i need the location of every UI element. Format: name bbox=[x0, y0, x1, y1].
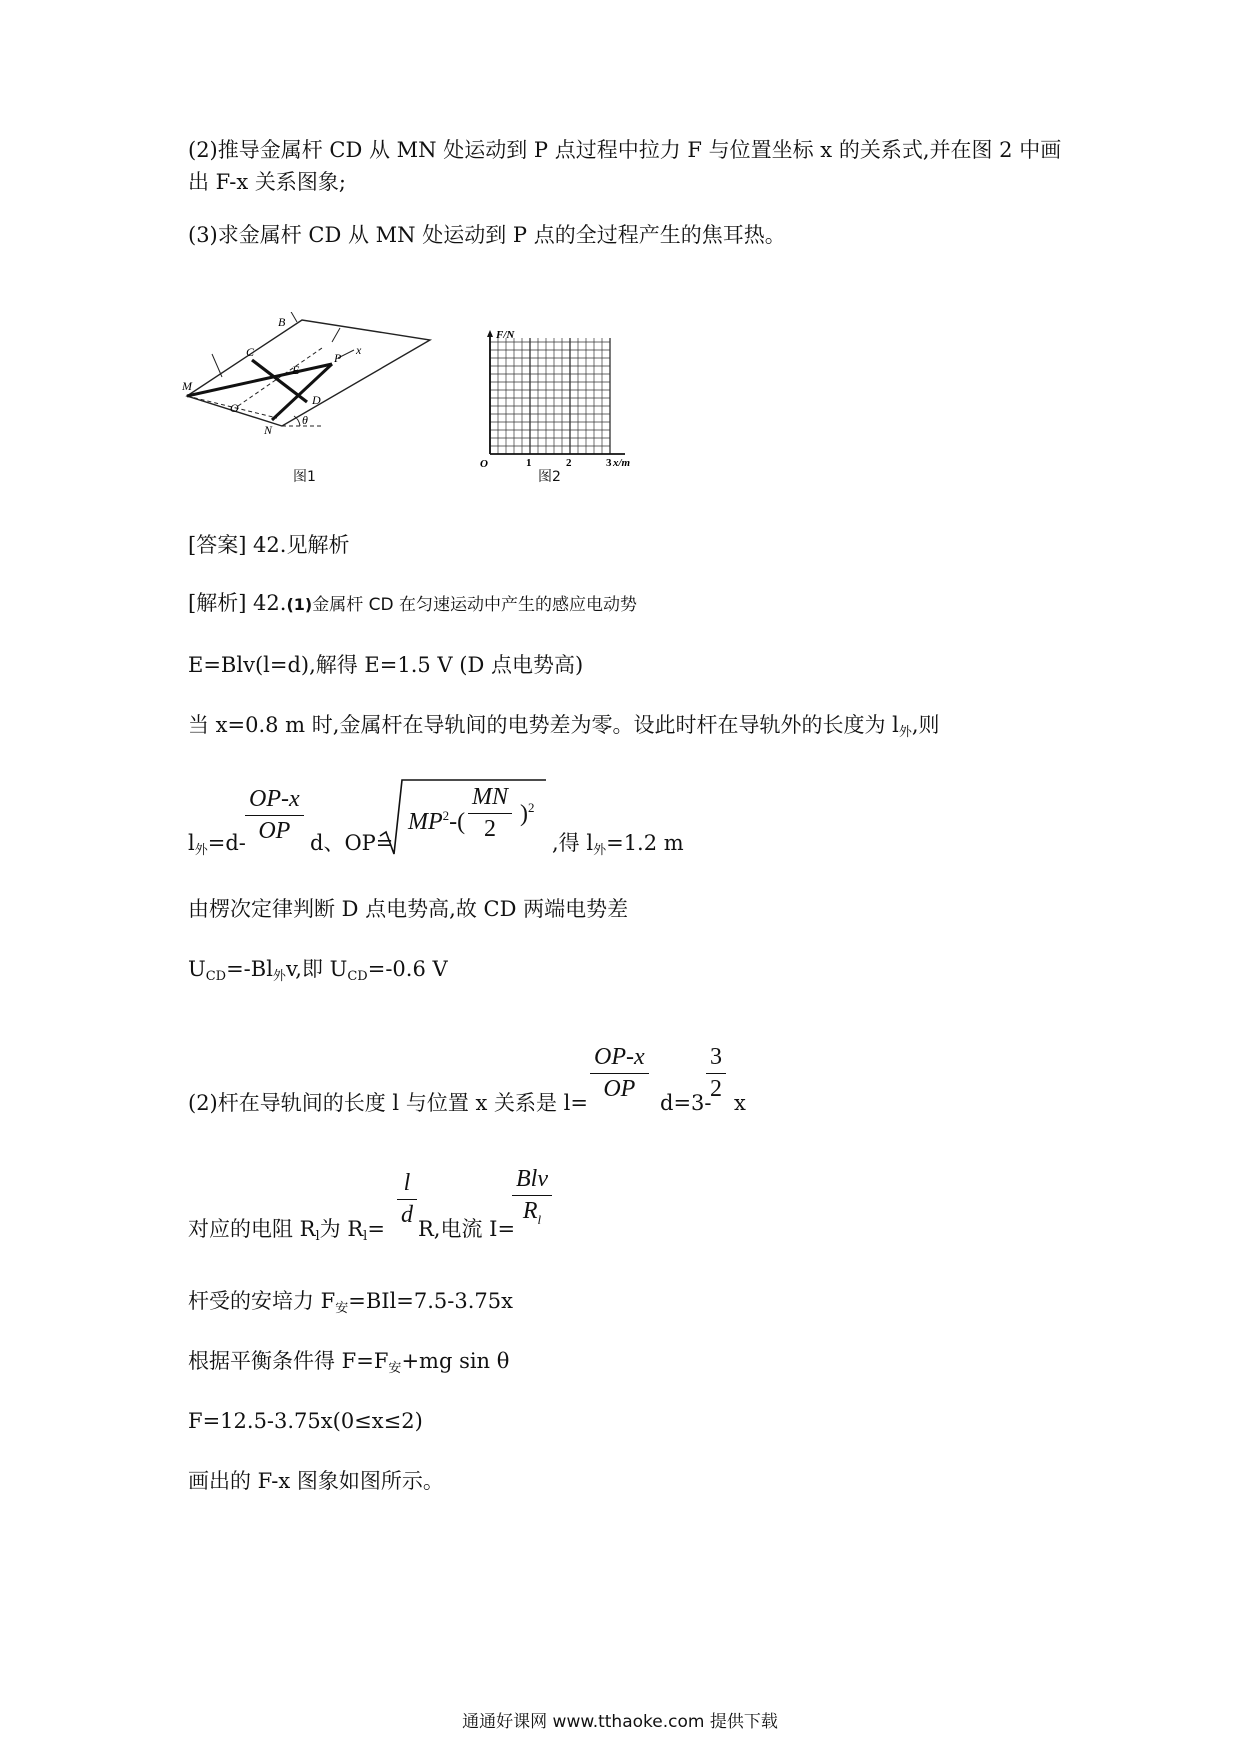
ampere-text: 杆受的安培力 F bbox=[188, 1289, 336, 1313]
p2-mid: d=3- bbox=[660, 1091, 712, 1115]
when-x-text: 当 x=0.8 m 时,金属杆在导轨间的电势差为零。设此时杆在导轨外的长度为 l bbox=[188, 713, 899, 737]
ucd-mid2: v,即 U bbox=[285, 957, 348, 981]
fig1-label-B: B bbox=[278, 315, 286, 329]
solution-intro bbox=[188, 590, 637, 617]
fig1-label-D: D bbox=[312, 393, 321, 407]
r-text: 对应的电阻 R bbox=[188, 1217, 316, 1241]
balance-line bbox=[188, 1348, 509, 1378]
lout-result-sub: 外 bbox=[593, 843, 607, 858]
r-sub2: l bbox=[363, 1229, 368, 1244]
balance-end: +mg sin θ bbox=[401, 1349, 510, 1373]
lout-l: l bbox=[188, 831, 195, 855]
lout-result-pre: ,得 l bbox=[552, 831, 594, 855]
fig1-label-N: N bbox=[264, 423, 273, 437]
fig1-label-C: C bbox=[246, 345, 255, 359]
r-fraction bbox=[397, 1170, 417, 1229]
p2-frac-num: OP-x bbox=[594, 1044, 645, 1070]
solution-intro-bold: (1) bbox=[286, 595, 313, 614]
solution-lenz: 由楞次定律判断 D 点电势高,故 CD 两端电势差 bbox=[188, 897, 629, 921]
balance-text: 根据平衡条件得 F=F bbox=[188, 1349, 389, 1373]
draw-line: 画出的 F-x 图象如图所示。 bbox=[188, 1469, 444, 1493]
lout-sub: 外 bbox=[194, 843, 208, 858]
ucd-u: U bbox=[188, 957, 206, 981]
lout-frac-den: OP bbox=[258, 818, 291, 844]
balance-sub: 安 bbox=[388, 1361, 402, 1376]
r-text2: 为 R bbox=[319, 1217, 364, 1241]
i-frac-den-r: R bbox=[522, 1198, 538, 1224]
p2-fraction2 bbox=[706, 1044, 726, 1103]
solution-ucd bbox=[188, 956, 448, 986]
sqrt-close-paren: ) bbox=[520, 801, 528, 827]
sqrt-open: -( bbox=[449, 809, 466, 835]
fig2-origin: O bbox=[480, 458, 488, 468]
when-x-sub: 外 bbox=[898, 725, 912, 740]
fig2-tick-3: 3 bbox=[606, 457, 612, 468]
ucd-sub2: 外 bbox=[272, 969, 286, 984]
lout-result-val: =1.2 m bbox=[606, 831, 684, 855]
ucd-end: =-0.6 V bbox=[367, 957, 448, 981]
ampere-sub: 安 bbox=[335, 1301, 349, 1316]
ucd-mid: =-Bl bbox=[226, 957, 273, 981]
figure1-diagram bbox=[182, 312, 442, 462]
sqrt-exp2: 2 bbox=[528, 800, 535, 815]
p2-frac-den: OP bbox=[603, 1076, 636, 1102]
ucd-sub3: CD bbox=[347, 969, 368, 984]
question-part2-line1: (2)推导金属杆 CD 从 MN 处运动到 P 点过程中拉力 F 与位置坐标 x 的关系式,并在图 2 中画 bbox=[188, 138, 1062, 162]
r-mid: R,电流 I= bbox=[418, 1217, 516, 1241]
figure2-caption: 图2 bbox=[538, 469, 561, 485]
question-part3: (3)求金属杆 CD 从 MN 处运动到 P 点的全过程产生的焦耳热。 bbox=[188, 223, 786, 247]
i-frac-den-sub: l bbox=[537, 1211, 542, 1227]
r-eq: = bbox=[367, 1217, 385, 1241]
fig2-tick-2: 2 bbox=[566, 457, 572, 468]
solution-intro-text: 金属杆 CD 在匀速运动中产生的感应电动势 bbox=[312, 595, 638, 615]
fig1-label-P: P bbox=[334, 351, 342, 365]
fig2-tick-1: 1 bbox=[526, 457, 532, 468]
force-line: F=12.5-3.75x(0≤x≤2) bbox=[188, 1409, 423, 1433]
answer-line: [答案] 42.见解析 bbox=[188, 533, 350, 557]
r-frac-num: l bbox=[403, 1170, 411, 1196]
lout-frac-num: OP-x bbox=[249, 786, 300, 812]
fig1-label-E: E bbox=[292, 363, 300, 377]
resistance-line bbox=[188, 1216, 385, 1246]
figure1-caption: 图1 bbox=[293, 469, 316, 485]
sqrt-fraction bbox=[468, 784, 512, 843]
solution-intro-prefix: [解析] 42. bbox=[188, 591, 287, 615]
fig2-y-arrow bbox=[487, 330, 493, 337]
fig2-y-label: F/N bbox=[496, 329, 515, 341]
ampere-line bbox=[188, 1288, 513, 1318]
fig1-label-O: O bbox=[230, 401, 239, 415]
solution-when-x bbox=[188, 712, 940, 742]
sqrt-mp: MP bbox=[408, 809, 443, 835]
lout-result bbox=[552, 830, 684, 860]
r-sub: l bbox=[315, 1229, 320, 1244]
p2-text: (2)杆在导轨间的长度 l 与位置 x 关系是 l= bbox=[188, 1091, 588, 1115]
i-frac-num: Blv bbox=[516, 1166, 548, 1192]
solution-emf: E=Blv(l=d),解得 E=1.5 V (D 点电势高) bbox=[188, 653, 584, 677]
fig2-x-label: x/m bbox=[613, 457, 631, 468]
sqrt-frac-den: 2 bbox=[484, 816, 496, 842]
lout-fraction bbox=[245, 786, 304, 845]
fig1-label-theta: θ bbox=[302, 413, 308, 427]
lout-mid: d、OP= bbox=[310, 831, 394, 855]
r-frac-den: d bbox=[401, 1202, 413, 1228]
question-part2-line2: 出 F-x 关系图象; bbox=[188, 170, 346, 194]
sqrt-frac-num: MN bbox=[472, 784, 508, 810]
sqrt-exp: 2 bbox=[442, 808, 450, 823]
fig1-label-M: M bbox=[182, 379, 192, 393]
ampere-end: =BIl=7.5-3.75x bbox=[348, 1289, 513, 1313]
p2-end: x bbox=[734, 1091, 746, 1115]
sqrt-close bbox=[520, 800, 535, 828]
p2-fraction bbox=[590, 1044, 649, 1103]
lout-eq: =d- bbox=[207, 831, 246, 855]
ucd-sub: CD bbox=[205, 969, 227, 984]
p2-frac2-den: 2 bbox=[710, 1076, 722, 1102]
i-fraction bbox=[512, 1166, 552, 1228]
when-x-end: ,则 bbox=[911, 713, 940, 737]
fig1-label-x: x bbox=[356, 343, 362, 357]
lout-prefix bbox=[188, 830, 246, 860]
sqrt-content bbox=[408, 808, 465, 836]
figure2-grid-chart bbox=[470, 328, 650, 468]
footer: 通通好课网 www.tthaoke.com 提供下载 bbox=[462, 1712, 778, 1732]
p2-frac2-num: 3 bbox=[710, 1044, 722, 1070]
